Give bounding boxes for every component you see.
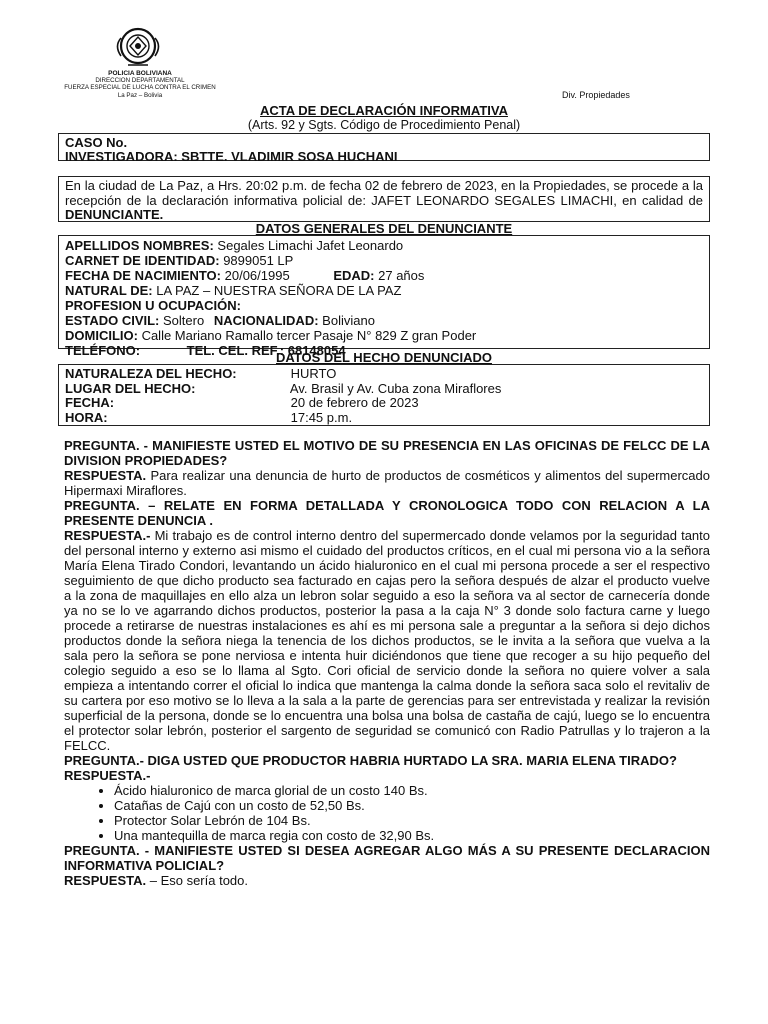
answer-2 — [64, 528, 710, 753]
intro-text: En la ciudad de La Paz, a Hrs. 20:02 p.m. de fecha 02 de febrero de 2023, en la Propiedades, se procede a la recepción de la declaración informativa policial de: JAFET LEONARDO SEGALES LIMACHI, en calidad de — [65, 178, 703, 208]
time-label: HORA: — [65, 409, 108, 425]
address-label: DOMICILIO: — [65, 328, 138, 343]
nationality-label: NACIONALIDAD: — [213, 313, 319, 328]
org-line: DIRECCION DEPARTAMENTAL — [95, 77, 185, 85]
place-value: Av. Brasil y Av. Cuba zona Miraflores — [289, 380, 502, 396]
police-emblem-logo — [108, 24, 168, 68]
organization-header — [60, 70, 220, 99]
answer-1 — [64, 468, 710, 498]
civil-status-value: Soltero — [163, 313, 205, 328]
case-box — [58, 133, 710, 164]
case-number-label: CASO No. — [65, 135, 128, 150]
profession-row — [65, 298, 703, 313]
list-item: • Una mantequilla de marca regia con costo de 32,90 Bs. — [114, 828, 710, 843]
age-value: 27 años — [378, 268, 425, 283]
place-label: LUGAR DEL HECHO: — [65, 380, 196, 396]
list-item: • Catañas de Cajú con un costo de 52,50 Bs. — [114, 798, 710, 813]
stolen-items-list — [64, 783, 710, 843]
answer-3-label: RESPUESTA.- — [64, 768, 151, 783]
nationality-value: Boliviano — [322, 313, 375, 328]
answer-4-label: RESPUESTA. — [64, 873, 147, 888]
phone-value: TEL. CEL. REF.: 68148054 — [186, 343, 346, 358]
id-value: 9899051 LP — [223, 253, 294, 268]
intro-box — [58, 176, 710, 222]
org-line: La Paz – Bolivia — [117, 91, 163, 99]
nature-row — [65, 367, 703, 382]
name-label: APELLIDOS NOMBRES: — [65, 238, 214, 253]
address-row — [65, 328, 703, 343]
civil-status-row — [65, 313, 703, 328]
question-3: PREGUNTA.- DIGA USTED QUE PRODUCTOR HABRIA HURTADO LA SRA. MARIA ELENA TIRADO? — [64, 753, 677, 768]
birth-value: 20/06/1995 — [224, 268, 290, 283]
id-row — [65, 253, 703, 268]
phone-label: TELÉFONO: — [65, 343, 141, 358]
intro-role: DENUNCIANTE. — [65, 207, 164, 222]
name-value: Segales Limachi Jafet Leonardo — [217, 238, 404, 253]
investigator-row — [65, 150, 703, 164]
age-label: EDAD: — [333, 268, 375, 283]
declaration-body — [64, 438, 710, 888]
question-4: PREGUNTA. - MANIFIESTE USTED SI DESEA AGREGAR ALGO MÁS A SU PRESENTE DECLARACION INFORMATIVA POLICIAL? — [64, 843, 710, 873]
question-1: PREGUNTA. - MANIFIESTE USTED EL MOTIVO DE SU PRESENCIA EN LAS OFICINAS DE FELCC DE LA DIVISION PROPIEDADES? — [64, 438, 710, 468]
answer-2-text: Mi trabajo es de control interno dentro del supermercado donde velamos por la seguridad tanto del personal interno y externo asi mismo el cuidado del productos críticos, en el cual mi persona vio a la señora María Elena Tirado Condori, levantando un ácido hialuronico en el cual mi persona procede a ser el respectivo seguimiento de que dicho producto sea facturado en cajas pero la señora después de alzar el producto vuelve a la zona de maquillajes en ello alza un lebron solar seguido a eso la señora va al sector de carnecería donde ya no se lo ve agarrando dichos productos, posterior la pasa a la caja N° 3 donde solo factura carne y luego procede a retirarse de nuestras instalaciones es ahí es mi persona sale a preguntar a la señora si dejo dichos productos donde la señora niega la tenencia de los dichos productos, se le invita a la señora que vuelva a la sala pero la señora se pone nerviosa e intenta huir diciéndonos que tiene que recoger a su hijo pequeño del colegio seguido a eso se lo llama al Sgto. Cori oficial de servicio donde la señora no quiere volver a sala empieza a intentando correr el oficial lo indica que mantenga la calma donde la señora saca solo el revitaliv de su cartera por eso motivo se lo lleva a la sala a la parte de gerencias para ser entrevistada y realizar la revisión superficial de la persona, donde se lo encuentra una bolsa una bolsa de castaña de cajú, luego se lo encuentra el protector solar lebrón, posterior el sargento de seguridad se comunicó con Radio Patrullas y lo trajeron a la FELCC. — [64, 528, 710, 753]
address-value: Calle Mariano Ramallo tercer Pasaje N° 829 Z gran Poder — [141, 328, 477, 343]
incident-section-title: DATOS DEL HECHO DENUNCIADO — [276, 350, 492, 365]
question-2: PREGUNTA. – RELATE EN FORMA DETALLADA Y CRONOLOGICA TODO CON RELACION A LA PRESENTE DENUNCIA . — [64, 498, 710, 528]
org-line: FUERZA ESPECIAL DE LUCHA CONTRA EL CRIMEN — [64, 84, 216, 92]
answer-4 — [64, 873, 710, 888]
document-subtitle: (Arts. 92 y Sgts. Código de Procedimiento Penal) — [247, 118, 521, 132]
division-label: Div. Propiedades — [562, 90, 630, 100]
answer-1-label: RESPUESTA. — [64, 468, 147, 483]
complainant-section-title: DATOS GENERALES DEL DENUNCIANTE — [255, 221, 513, 236]
origin-label: NATURAL DE: — [65, 283, 153, 298]
time-row — [65, 411, 703, 426]
answer-2-label: RESPUESTA.- — [64, 528, 151, 543]
investigator-label: INVESTIGADORA: — [65, 149, 178, 164]
date-label: FECHA: — [65, 395, 115, 410]
origin-row — [65, 283, 703, 298]
incident-data-box — [58, 364, 710, 426]
date-row — [65, 396, 703, 411]
civil-status-label: ESTADO CIVIL: — [65, 313, 160, 328]
profession-label: PROFESION U OCUPACIÓN: — [65, 298, 241, 313]
list-item: • Ácido hialuronico de marca glorial de un costo 140 Bs. — [114, 783, 710, 798]
date-value: 20 de febrero de 2023 — [290, 395, 419, 410]
place-row — [65, 382, 703, 397]
name-row — [65, 238, 703, 253]
origin-value: LA PAZ – NUESTRA SEÑORA DE LA PAZ — [156, 283, 402, 298]
answer-1-text: Para realizar una denuncia de hurto de productos de cosméticos y alimentos del supermercado Hipermaxi Miraflores. — [64, 468, 710, 498]
answer-4-text: – Eso sería todo. — [146, 873, 249, 888]
time-value: 17:45 p.m. — [290, 409, 353, 425]
birth-label: FECHA DE NACIMIENTO: — [65, 268, 221, 283]
document-title: ACTA DE DECLARACIÓN INFORMATIVA — [260, 103, 508, 118]
nature-value: HURTO — [290, 366, 337, 381]
birth-row — [65, 268, 703, 283]
org-line: POLICIA BOLIVIANA — [108, 70, 172, 77]
list-item: • Protector Solar Lebrón de 104 Bs. — [114, 813, 710, 828]
nature-label: NATURALEZA DEL HECHO: — [65, 366, 237, 381]
id-label: CARNET DE IDENTIDAD: — [65, 253, 220, 268]
investigator-value: SBTTE. VLADIMIR SOSA HUCHANI — [181, 149, 398, 164]
